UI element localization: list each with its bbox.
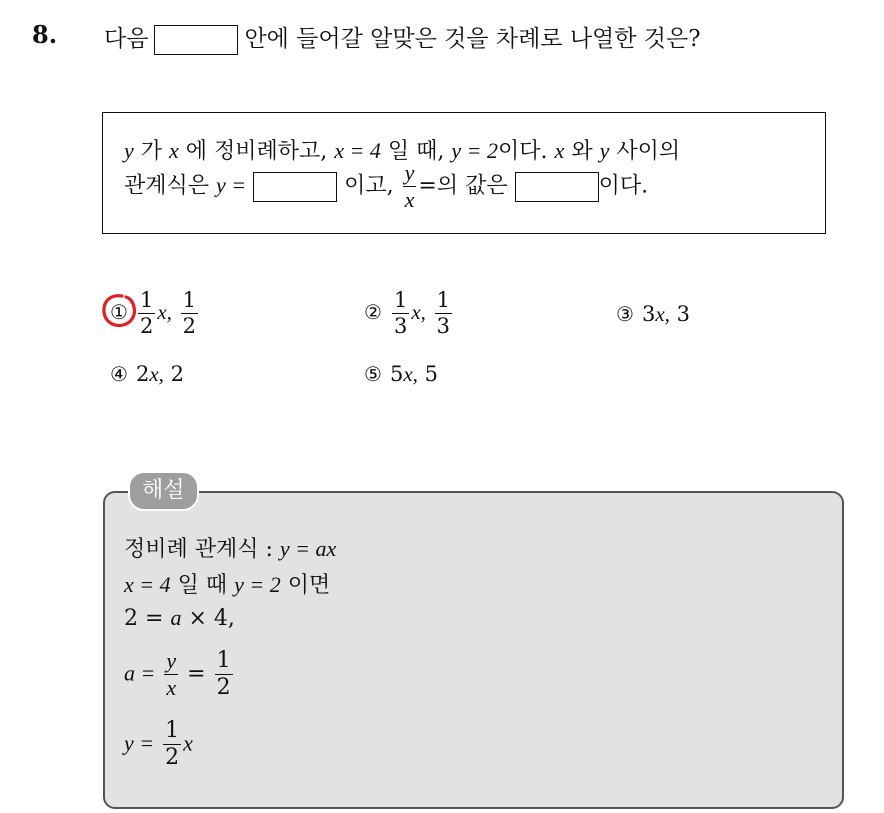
- variable: x,: [157, 300, 172, 324]
- text: 사이의: [616, 139, 681, 164]
- question-text: [104, 20, 701, 55]
- equals-sign: =: [187, 661, 206, 687]
- answer-blank: [253, 172, 337, 202]
- var-y: y: [599, 138, 610, 163]
- option-number: ②: [364, 300, 382, 324]
- numerator: 1: [165, 718, 180, 743]
- option-3[interactable]: [616, 302, 690, 327]
- text: 이고,: [344, 173, 394, 199]
- option-5[interactable]: [364, 362, 438, 387]
- option-2[interactable]: [364, 290, 454, 337]
- denominator: 2: [182, 314, 196, 338]
- numerator: 1: [436, 288, 450, 312]
- variable: x: [183, 730, 193, 756]
- numerator: 1: [216, 648, 231, 673]
- option-number: ⑤: [364, 362, 382, 386]
- fraction: [138, 290, 155, 337]
- answer-blank: [154, 25, 238, 55]
- fraction: [392, 290, 409, 337]
- solution-tab-label: 해설: [128, 471, 199, 511]
- equation-part: a =: [124, 660, 156, 686]
- answer-blank: [515, 172, 599, 202]
- text: 일 때,: [387, 139, 445, 164]
- option-number: ①: [110, 300, 128, 324]
- equation-part: y =: [124, 730, 155, 756]
- denominator: 2: [216, 675, 231, 700]
- variable: x,: [403, 362, 418, 386]
- solution-line-5: [124, 720, 193, 769]
- fraction: [163, 720, 181, 769]
- equation: y =: [216, 172, 247, 198]
- variable: x,: [149, 362, 164, 386]
- text: 일 때: [177, 573, 228, 598]
- value: 3: [676, 302, 690, 326]
- fraction: [215, 650, 233, 699]
- solution-line-1: [124, 532, 336, 563]
- denominator: x: [166, 675, 177, 700]
- numerator: 1: [393, 288, 408, 312]
- value: 2: [170, 362, 184, 386]
- condition-line-2: [124, 162, 648, 211]
- solution-line-3: [124, 605, 235, 631]
- equation-part: 2 =: [124, 606, 164, 631]
- option-4[interactable]: [110, 362, 184, 387]
- option-number: ④: [110, 362, 128, 386]
- fraction: [164, 650, 178, 699]
- text: 에 정비례하고,: [185, 139, 328, 164]
- condition-line-1: [124, 134, 680, 165]
- var-x: x: [554, 138, 565, 163]
- text: 이다.: [598, 173, 649, 199]
- equation: y = 2: [234, 572, 281, 597]
- solution-line-2: [124, 568, 330, 599]
- text: 관계식은: [124, 173, 210, 199]
- fraction: [435, 290, 452, 337]
- text: =의 값은: [418, 173, 508, 199]
- option-1[interactable]: [110, 290, 200, 337]
- numerator: 1: [182, 288, 196, 312]
- text: 정비례 관계식 :: [124, 537, 273, 562]
- denominator: 2: [165, 745, 180, 770]
- equation: y = 2: [451, 138, 499, 163]
- coefficient: 2: [135, 362, 150, 386]
- denominator: 3: [393, 314, 408, 338]
- text: 와: [571, 139, 593, 164]
- equation: x = 4: [124, 572, 171, 597]
- fraction: [181, 290, 198, 337]
- value: 5: [424, 362, 438, 386]
- variable: a: [170, 605, 182, 630]
- variable: x,: [411, 300, 426, 324]
- solution-line-4: [124, 650, 235, 699]
- text: 이면: [287, 573, 331, 598]
- variable: x,: [655, 302, 670, 326]
- coefficient: 5: [389, 362, 404, 386]
- var-y: y: [124, 138, 134, 163]
- question-text-after: 안에 들어갈 알맞은 것을 차례로 나열한 것은?: [244, 26, 701, 52]
- numerator: y: [404, 160, 415, 185]
- numerator: y: [166, 648, 177, 673]
- equation: x = 4: [334, 138, 381, 163]
- numerator: 1: [139, 288, 154, 312]
- var-x: x: [169, 138, 179, 163]
- coefficient: 3: [641, 302, 656, 326]
- text: 가: [140, 139, 163, 164]
- option-number: ③: [616, 302, 634, 326]
- denominator: 3: [436, 314, 450, 338]
- denominator: x: [404, 187, 415, 212]
- equation: y = ax: [279, 536, 337, 561]
- question-number: 8.: [32, 20, 58, 49]
- text: 이다.: [498, 139, 548, 164]
- equation-part: × 4,: [188, 606, 235, 631]
- fraction: [403, 162, 417, 211]
- question-text-before: 다음: [104, 26, 149, 52]
- denominator: 2: [139, 314, 154, 338]
